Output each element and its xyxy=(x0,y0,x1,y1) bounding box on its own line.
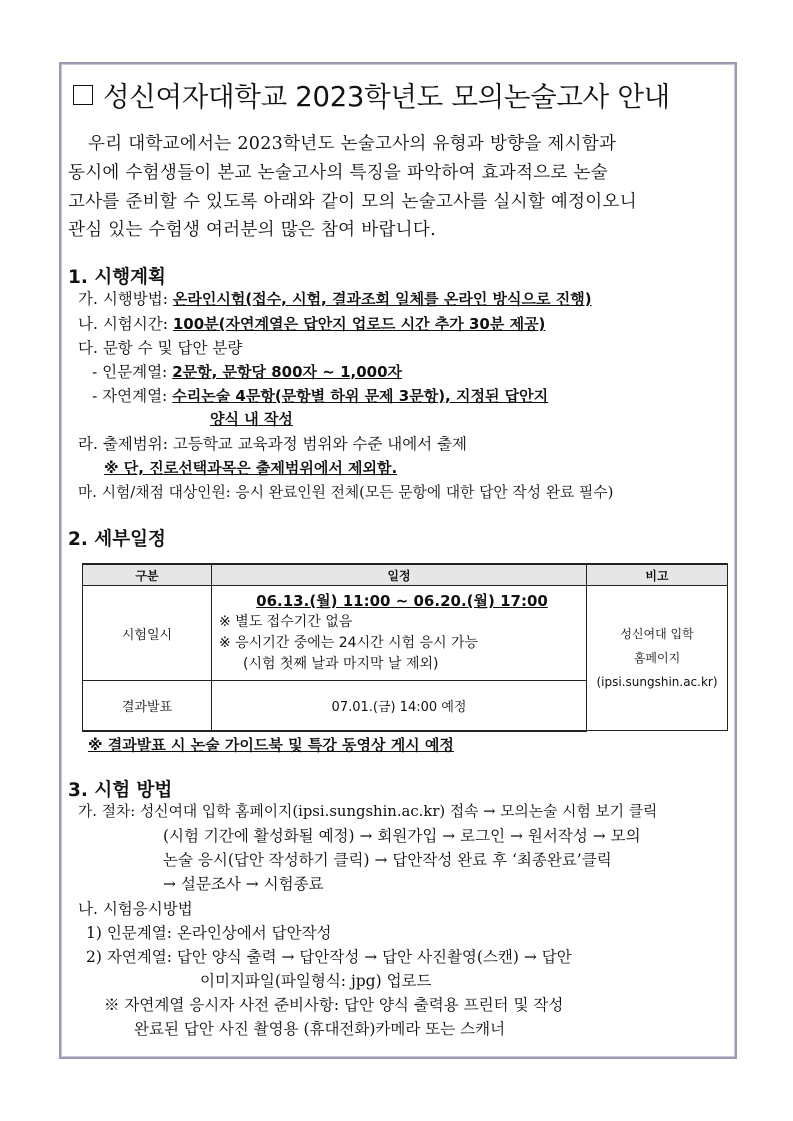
scope-note-line xyxy=(104,457,397,478)
table-header-row xyxy=(83,564,728,586)
title-text: 성신여자대학교 2023학년도 모의논술고사 안내 xyxy=(103,81,670,113)
table-row xyxy=(83,586,728,681)
schedule-footnote-line xyxy=(88,734,454,755)
method-line xyxy=(78,287,592,309)
intro-line: 관심 있는 수험생 여러분의 많은 참여 바랍니다. xyxy=(68,220,436,240)
scope-line: 라. 출제범위: 고등학교 교육과정 범위와 수준 내에서 출제 xyxy=(78,435,468,453)
natural-value-cont: 양식 내 작성 xyxy=(210,410,293,428)
intro-line: 우리 대학교에서는 2023학년도 논술고사의 유형과 방향을 제시함과 xyxy=(88,134,617,154)
schedule-footnote: ※ 결과발표 시 논술 가이드북 및 특강 동영상 게시 예정 xyxy=(88,736,454,754)
note-line: (ipsi.sungshin.ac.kr) xyxy=(596,675,718,689)
procedure-line: 가. 절차: 성신여대 입학 홈페이지(ipsi.sungshin.ac.kr) 접속 → 모의논술 시험 보기 클릭 xyxy=(78,803,658,820)
time-value: 100분(자연계열은 답안지 업로드 시간 추가 30분 제공) xyxy=(172,315,546,333)
human-label: - 인문계열: xyxy=(92,363,173,381)
count-label: 다. 문항 수 및 답안 분량 xyxy=(78,339,243,357)
procedure-line: (시험 기간에 활성화될 예정) → 회원가입 → 로그인 → 원서작성 → 모의 xyxy=(163,827,641,845)
procedure-line: 논술 응시(답안 작성하기 클릭) → 답안작성 완료 후 ‘최종완료’클릭 xyxy=(163,851,612,869)
checkbox-square-icon xyxy=(73,85,93,105)
human-value: 2문항, 문항당 800자 ~ 1,000자 xyxy=(172,363,402,381)
how-humanities: 1) 인문계열: 온라인상에서 답안작성 xyxy=(86,924,332,942)
section-heading-plan: 1. 시행계획 xyxy=(68,267,166,288)
natural-value: 수리논술 4문항(문항별 하위 문제 3문항), 지정된 답안지 xyxy=(172,387,549,405)
how-label: 나. 시험응시방법 xyxy=(78,900,193,918)
exam-period: 06.13.(월) 11:00 ~ 06.20.(월) 17:00 xyxy=(256,592,548,610)
exam-note: ※ 별도 접수기간 없음 xyxy=(219,614,353,630)
header-category: 구분 xyxy=(83,564,212,586)
page-title xyxy=(73,74,670,114)
intro-line: 고사를 준비할 수 있도록 아래와 같이 모의 논술고사를 실시할 예정이오니 xyxy=(68,192,637,212)
method-value: 온라인시험(접수, 시험, 결과조회 일체를 온라인 방식으로 진행) xyxy=(172,290,592,308)
scope-note: ※ 단, 진로선택과목은 출제범위에서 제외함. xyxy=(104,459,398,477)
natural-line-cont xyxy=(210,408,293,429)
exam-note: (시험 첫째 날과 마지막 날 제외) xyxy=(243,656,439,672)
row-label-exam: 시험일시 xyxy=(83,586,212,681)
result-date: 07.01.(금) 14:00 예정 xyxy=(212,681,587,731)
note-line: 홈페이지 xyxy=(633,651,681,665)
how-natural: 2) 자연계열: 답안 양식 출력 → 답안작성 → 답안 사진촬영(스캔) → 답안 xyxy=(86,948,572,966)
target-line: 마. 시험/채점 대상인원: 응시 완료인원 전체(모든 문항에 대한 답안 작성 완료 필수) xyxy=(78,484,614,501)
prep-note: ※ 자연계열 응시자 사전 준비사항: 답안 양식 출력용 프린터 및 작성 xyxy=(104,996,564,1014)
header-schedule: 일정 xyxy=(212,564,587,586)
note-cell xyxy=(587,586,728,731)
time-line xyxy=(78,312,545,334)
exam-note: ※ 응시기간 중에는 24시간 시험 응시 가능 xyxy=(219,635,479,651)
intro-line: 동시에 수험생들이 본교 논술고사의 특징을 파악하여 효과적으로 논술 xyxy=(68,163,608,183)
header-note: 비고 xyxy=(587,564,728,586)
procedure-line: → 설문조사 → 시험종료 xyxy=(163,875,324,893)
schedule-table xyxy=(82,563,728,732)
human-line xyxy=(92,360,402,382)
exam-schedule-cell xyxy=(212,586,587,681)
method-label: 가. 시행방법: xyxy=(78,290,173,308)
row-label-result: 결과발표 xyxy=(83,681,212,731)
natural-line xyxy=(92,384,548,406)
prep-note-cont: 완료된 답안 사진 촬영용 (휴대전화)카메라 또는 스캐너 xyxy=(134,1020,506,1038)
section-heading-method: 3. 시험 방법 xyxy=(68,780,173,801)
how-natural-cont: 이미지파일(파일형식: jpg) 업로드 xyxy=(200,972,432,990)
time-label: 나. 시험시간: xyxy=(78,315,173,333)
section-heading-schedule: 2. 세부일정 xyxy=(68,529,166,550)
note-line: 성신여대 입학 xyxy=(620,627,694,641)
natural-label: - 자연계열: xyxy=(92,387,173,405)
